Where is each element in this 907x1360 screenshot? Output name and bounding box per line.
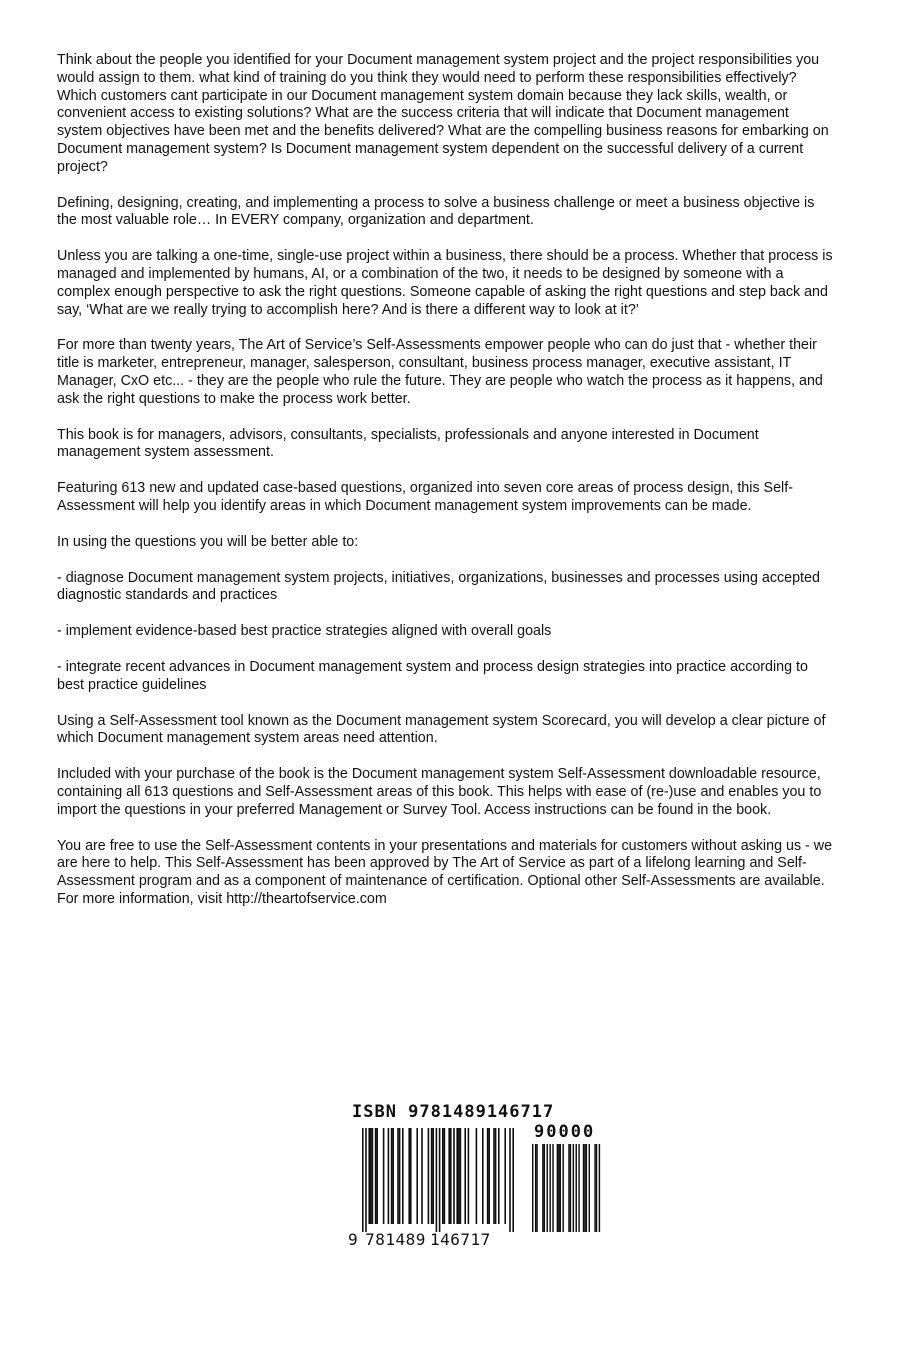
barcode-bar [431, 1128, 433, 1224]
barcode-digit-group-right: 146717 [429, 1230, 491, 1249]
barcode-bar [468, 1128, 470, 1224]
addon-bar [594, 1144, 595, 1232]
addon-bar [560, 1144, 561, 1232]
barcode-bar [442, 1128, 444, 1224]
paragraph-5: This book is for managers, advisors, consultants, specialists, professionals and anyone interested in Document management system assessment. [57, 426, 759, 461]
barcode-bar [450, 1128, 452, 1224]
barcode-bar [375, 1128, 377, 1224]
barcode-bar [512, 1128, 514, 1232]
barcode-bar [399, 1128, 401, 1224]
barcode-bar [504, 1128, 506, 1224]
barcode-bar [436, 1128, 438, 1232]
barcode-bar [362, 1128, 364, 1232]
addon-bar [544, 1144, 545, 1232]
bullet-3: - integrate recent advances in Document management system and process design strategies into practice according to best practice guidelines [57, 658, 808, 693]
barcode-bar [410, 1128, 412, 1224]
addon-bar [568, 1144, 569, 1232]
barcode-bar [460, 1128, 462, 1224]
addon-bar [584, 1144, 585, 1232]
addon-bar [536, 1144, 537, 1232]
paragraph-9: Included with your purchase of the book is the Document management system Self-Assessment downloadable resource, containing all 613 questions and Self-Assessment areas of this book. This helps with ease of (re-)use and enables you to import the questions in your preferred Management or Survey Tool. Access instructions can be found in the book. [57, 766, 822, 818]
barcode-bar [464, 1128, 466, 1224]
addon-bar [562, 1144, 563, 1232]
barcode-bar [408, 1128, 410, 1224]
bullet-1: - diagnose Document management system projects, initiatives, organizations, businesses and processes using accepted diagnostic standards and practices [57, 569, 820, 604]
addon-bar [570, 1144, 571, 1232]
barcode-bar [482, 1128, 484, 1224]
paragraph-10: You are free to use the Self-Assessment contents in your presentations and materials for customers without asking us - we are here to help. This Self-Assessment has been approved by The Art of Service as part of a lifelong learning and Self-Assessment program and as a component of maintenance of certification. Optional other Self-Assessments are available. For more information, visit http://theartofservice.com [57, 837, 833, 907]
barcode-bar [439, 1128, 441, 1232]
addon-bar [547, 1144, 548, 1232]
barcode-bar [372, 1128, 374, 1224]
addon-bar [596, 1144, 597, 1232]
barcode-bar [456, 1128, 458, 1224]
isbn-label: ISBN 9781489146717 [352, 1102, 555, 1122]
addon-bar [586, 1144, 587, 1232]
back-cover-text [57, 52, 835, 927]
barcode-bar [392, 1128, 394, 1224]
price-addon-digits: 90000 [534, 1122, 596, 1142]
barcode-bar [376, 1128, 378, 1224]
paragraph-2: Defining, designing, creating, and implementing a process to solve a business challenge or meet a business objective is the most valuable role… In EVERY company, organization and department. [57, 194, 815, 229]
barcode-bar [509, 1128, 511, 1232]
barcode-bar [498, 1128, 500, 1224]
barcode-bar [476, 1128, 478, 1224]
barcode-bar [365, 1128, 367, 1232]
addon-bar [578, 1144, 579, 1232]
addon-bar [557, 1144, 558, 1232]
barcode-bar [487, 1128, 489, 1224]
barcode-bar [493, 1128, 495, 1224]
paragraph-6: Featuring 613 new and updated case-based questions, organized into seven core areas of process design, this Self-Assessment will help you identify areas in which Document management system improvements can be made. [57, 480, 793, 514]
paragraph-8: Using a Self-Assessment tool known as the Document management system Scorecard, you will develop a clear picture of which Document management system areas need attention. [57, 712, 826, 747]
barcode-bar [428, 1128, 430, 1224]
addon-bar [558, 1144, 559, 1232]
barcode-digit-first: 9 [348, 1230, 359, 1249]
barcode-bar [416, 1128, 418, 1224]
barcode-bar [370, 1128, 372, 1224]
addon-bar [542, 1144, 543, 1232]
addon-bar [549, 1144, 550, 1232]
barcode-bar [432, 1128, 434, 1224]
addon-bar [599, 1144, 600, 1232]
barcode-bar [421, 1128, 423, 1224]
barcode-bar [368, 1128, 370, 1224]
paragraph-1: Think about the people you identified for your Document management system project and the project responsibilities you would assign to them. what kind of training do you think they would need to perform these responsibilities effectively? Which customers cant participate in our Document management system domain because they lack skills, wealth, or convenient access to existing solutions? What are the success criteria that will indicate that Document management system objectives have been met and the benefits delivered? What are the compelling business reasons for embarking on Document management system? Is Document management system dependent on the successful delivery of a current project? [57, 52, 829, 175]
paragraph-3: Unless you are talking a one-time, single-use project within a business, there should be a process. Whether that process is managed and implemented by humans, AI, or a combination of the two, it needs to be designed by someone with a complex enough perspective to ask the right questions. Someone capable of asking the right questions and step back and say, ‘What are we really trying to accomplish here? And is there a different way to look at it?’ [57, 248, 833, 318]
addon-bar [552, 1144, 553, 1232]
paragraph-7: In using the questions you will be better able to: [57, 533, 359, 550]
barcode-bar [444, 1128, 446, 1224]
addon-bar [583, 1144, 584, 1232]
barcode-bar [453, 1128, 455, 1224]
barcode-bar [488, 1128, 490, 1224]
addon-bar [535, 1144, 536, 1232]
barcode-bar [391, 1128, 393, 1224]
barcode-bar [448, 1128, 450, 1224]
paragraph-4: For more than twenty years, The Art of Service’s Self-Assessments empower people who can do just that - whether their title is marketer, entrepreneur, manager, salesperson, consultant, business process manager, executive assistant, IT Manager, CxO etc... - they are the people who rule the future. They are people who watch the process as it happens, and ask the right questions to make the process work better. [57, 337, 823, 407]
barcode-bar [397, 1128, 399, 1224]
barcode-bar [383, 1128, 385, 1224]
barcode-bar [495, 1128, 497, 1224]
addon-bar [589, 1144, 590, 1232]
barcode-bar [402, 1128, 404, 1224]
bullet-2: - implement evidence-based best practice strategies aligned with overall goals [57, 623, 552, 640]
barcode-digits [348, 1230, 491, 1249]
barcode-digit-group-left: 781489 [365, 1230, 426, 1249]
isbn-barcode [346, 1102, 608, 1252]
addon-bar [576, 1144, 577, 1232]
barcode-bar [458, 1128, 460, 1224]
addon-bar [573, 1144, 574, 1232]
barcode-bar [388, 1128, 390, 1224]
addon-bar [532, 1144, 533, 1232]
barcode-bars [346, 1124, 608, 1234]
